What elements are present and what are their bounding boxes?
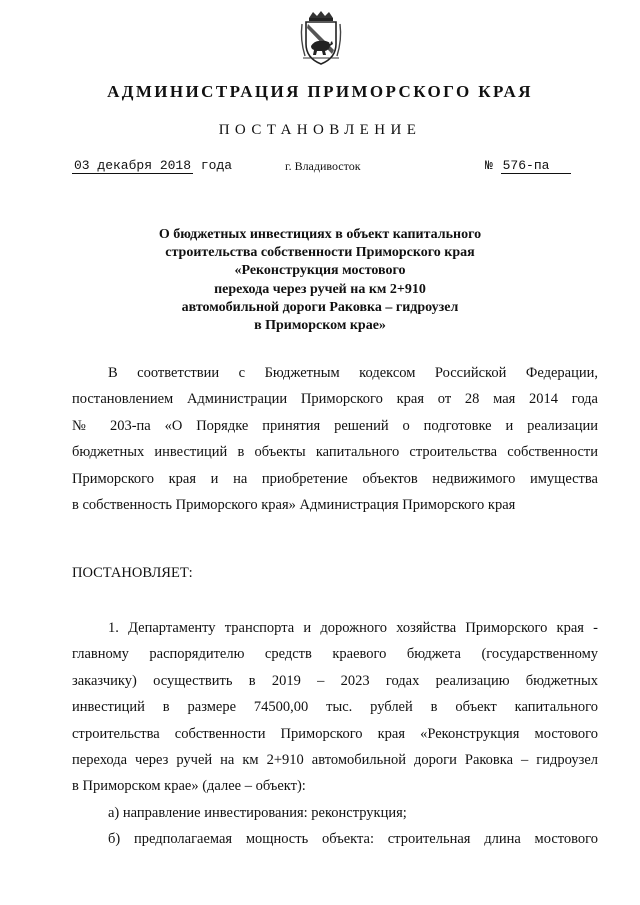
document-date <box>72 158 232 173</box>
paragraph-line: Приморского края и на приобретение объектов недвижимого имущества <box>72 470 598 487</box>
paragraph-line: перехода через ручей на км 2+910 автомобильной дороги Раковка – гидроузел <box>72 751 598 768</box>
paragraph-line: главному распорядителю средств краевого бюджета (государственному <box>72 646 598 663</box>
paragraph-line: № 203-па «О Порядке принятия решений о подготовке и реализации <box>72 417 598 434</box>
heading-line: перехода через ручей на км 2+910 <box>214 281 426 297</box>
sub-item-b: б) предполагаемая мощность объекта: строительная длина мостового <box>108 831 598 847</box>
paragraph-line: заказчику) осуществить в 2019 – 2023 годах реализацию бюджетных <box>72 672 598 689</box>
resolve-word: ПОСТАНОВЛЯЕТ: <box>72 565 193 581</box>
paragraph-line: строительства собственности Приморского края «Реконструкция мостового <box>72 725 598 742</box>
document-heading <box>120 226 520 335</box>
number-prefix: № <box>485 158 493 173</box>
heading-line: в Приморском крае» <box>254 318 386 334</box>
document-meta-row <box>0 158 640 178</box>
paragraph-line: бюджетных инвестиций в объекты капитального строительства собственности <box>72 444 598 461</box>
document-city: г. Владивосток <box>285 159 361 173</box>
paragraph-line: постановлением Администрации Приморского края от 28 мая 2014 года <box>72 391 598 408</box>
number-value: 576-па <box>501 158 571 174</box>
sub-item-a: а) направление инвестирования: реконструкция; <box>108 805 407 821</box>
item-1-paragraph <box>72 615 598 800</box>
coat-of-arms-emblem <box>299 10 343 66</box>
paragraph-line: В соответствии с Бюджетным кодексом Российской Федерации, <box>108 365 598 381</box>
paragraph-line: 1. Департаменту транспорта и дорожного хозяйства Приморского края - <box>108 620 598 636</box>
heading-line: «Реконструкция мостового <box>234 263 406 279</box>
date-value: 03 декабря 2018 <box>74 158 192 173</box>
document-type: ПОСТАНОВЛЕНИЕ <box>218 122 422 138</box>
organization-title: АДМИНИСТРАЦИЯ ПРИМОРСКОГО КРАЯ <box>107 82 533 101</box>
heading-line: автомобильной дороги Раковка – гидроузел <box>181 299 459 315</box>
date-suffix: года <box>200 158 233 173</box>
document-number <box>485 158 571 174</box>
preamble-paragraph <box>72 360 598 518</box>
paragraph-line: инвестиций в размере 74500,00 тыс. рублей в объект капитального <box>72 699 598 716</box>
heading-line: О бюджетных инвестициях в объект капитального <box>158 227 482 242</box>
heading-line: строительства собственности Приморского края <box>165 245 475 261</box>
paragraph-line: в Приморском крае» (далее – объект): <box>72 778 306 795</box>
paragraph-line: в собственность Приморского края» Администрация Приморского края <box>72 496 516 513</box>
